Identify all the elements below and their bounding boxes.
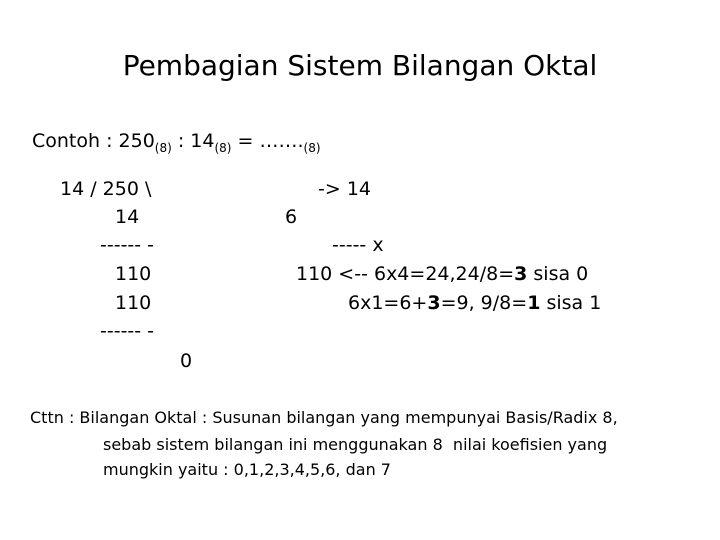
division-line-4: 110 [115,263,152,285]
work-line-2: 6 [285,206,298,228]
division-separator-2: ------ - [100,320,155,342]
work-line-4-bold: 3 [514,263,528,285]
note-line-3: mungkin yaitu : 0,1,2,3,4,5,6, dan 7 [103,460,391,479]
work-line-5-bold-a: 3 [427,292,441,314]
work-line-1: -> 14 [318,178,371,200]
division-separator-1: ------ - [100,234,155,256]
example-prefix: Contoh : 250 [32,130,155,152]
work-line-5-remainder: sisa 1 [540,292,602,314]
division-line-2: 14 [115,206,140,228]
work-separator: ----- x [332,234,384,256]
example-equals: = ……. [231,130,304,152]
page-title: Pembagian Sistem Bilangan Oktal [122,49,598,82]
example-subscript-base-3: (8) [303,141,321,155]
example-subscript-base-1: (8) [154,141,172,155]
work-line-5-text-a: 6x1=6+ [348,292,428,314]
note-line-1: Cttn : Bilangan Oktal : Susunan bilangan yang mempunyai Basis/Radix 8, [30,408,618,427]
division-line-5: 110 [115,292,152,314]
example-divisor: : 14 [171,130,215,152]
division-remainder: 0 [180,350,193,372]
work-line-4-text: 110 <-- 6x4=24,24/8= [296,263,515,285]
work-line-4 [296,265,588,284]
work-line-4-remainder: sisa 0 [527,263,589,285]
work-line-5 [348,294,601,313]
example-subscript-base-2: (8) [214,141,232,155]
example-expression [32,132,321,154]
note-line-2: sebab sistem bilangan ini menggunakan 8 nilai koefisien yang [103,435,608,454]
work-line-5-text-b: =9, 9/8= [440,292,528,314]
division-line-1: 14 / 250 \ [60,178,152,200]
work-line-5-bold-b: 1 [527,292,541,314]
